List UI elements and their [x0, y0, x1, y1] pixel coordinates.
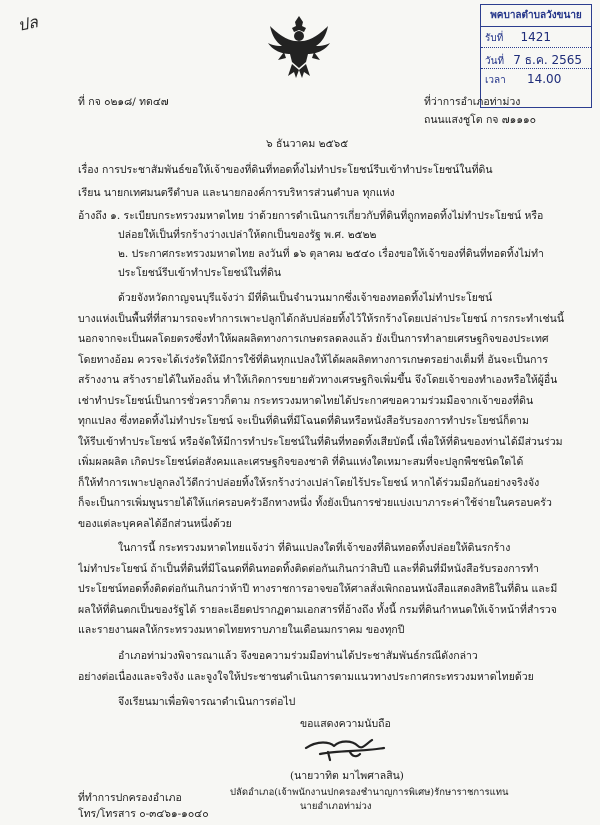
signatory-name: (นายวาทิต มาไพศาลสิน)	[290, 770, 404, 782]
body-line: ในการนี้ กระทรวงมหาดไทยแจ้งว่า ที่ดินแปลงใดที่เจ้าของที่ดินทอดทิ้งปล่อยให้ดินรกร้าง	[118, 542, 511, 554]
body-paragraph-3	[78, 646, 578, 687]
stamp-date-value: 7 ธ.ค. 2565	[513, 53, 583, 67]
closing-phrase: ขอแสดงความนับถือ	[300, 718, 391, 730]
body-line: และรายงานผลให้กระทรวงมหาดไทยทราบภายในเดือนมกราคม ของทุกปี	[78, 624, 405, 636]
body-line: อย่างต่อเนื่องและจริงจัง และจูงใจให้ประชาชนดำเนินการตามแนวทางประกาศกระทรวงมหาดไทยด้วย	[78, 670, 534, 683]
footer-office: ที่ทำการปกครองอำเภอ	[78, 792, 182, 804]
body-line: บางแห่งเป็นพื้นที่ที่สามารถจะทำการเพาะปลูกได้กลับปล่อยทิ้งไว้ให้รกร้างโดยเปล่าประโยชน์ การกระทำเช่นนี้	[78, 312, 565, 325]
letter-date: ๖ ธันวาคม ๒๕๖๕	[266, 138, 349, 150]
office-address-line1: ที่ว่าการอำเภอท่าม่วง	[424, 96, 521, 108]
body-paragraph-1	[78, 288, 578, 534]
stamp-title: พคบาลตำบลวังขนาย	[481, 5, 591, 27]
reference-line: ปล่อยให้เป็นที่รกร้างว่างเปล่าให้ตกเป็นของรัฐ พ.ศ. ๒๕๒๒	[118, 229, 377, 241]
stamp-date-label: วันที่	[485, 56, 505, 67]
recipient-line: เรียน นายกเทศมนตรีตำบล และนายกองค์การบริหารส่วนตำบล ทุกแห่ง	[78, 187, 395, 199]
body-line: ผลให้ที่ดินตกเป็นของรัฐได้ รายละเอียดปรากฏตามเอกสารที่อ้างถึง ทั้งนี้ กรมที่ดินกำหนดให้เจ้าหน้าที่สำรวจ	[78, 603, 557, 616]
margin-note: ปล	[16, 12, 40, 35]
reference-line: อ้างถึง ๑. ระเบียบกระทรวงมหาดไทย ว่าด้วยการดำเนินการเกี่ยวกับที่ดินที่ถูกทอดทิ้งไม่ทำประโยชน์ หรือ	[78, 210, 544, 222]
body-line: ทุกแปลง ซึ่งทอดทิ้งไม่ทำประโยชน์ จะเป็นที่ดินที่มีโฉนดที่ดินหรือหนังสือรับรองการทำประโยชน์ก็ตาม	[78, 415, 529, 427]
footer-phone: โทร/โทรสาร ๐-๓๔๖๑-๑๐๔๐	[78, 808, 209, 820]
receiving-stamp	[480, 4, 592, 108]
doc-number: ที่ กจ ๐๒๑๘/ ทด๔๗	[78, 96, 169, 108]
reference-line: ประโยชน์รีบเข้าทำประโยชน์ในที่ดิน	[118, 267, 282, 279]
reference-line: ๒. ประกาศกระทรวงมหาดไทย ลงวันที่ ๑๖ ตุลาคม ๒๕๔๐ เรื่องขอให้เจ้าของที่ดินที่ทอดทิ้งไม่ทำ	[118, 248, 544, 260]
handwritten-signature	[300, 730, 390, 770]
garuda-emblem-icon	[266, 12, 332, 82]
body-line: ให้รีบเข้าทำประโยชน์ หรือจัดให้มีการทำประโยชน์ในที่ดินที่ทอดทิ้งเสียบัดนี้ เพื่อให้ที่ดินของท่านได้มีส่วนร่วม	[78, 435, 563, 448]
office-address-line2: ถนนแสงชูโต กจ ๗๑๑๑๐	[424, 114, 537, 126]
subject-line: เรื่อง การประชาสัมพันธ์ขอให้เจ้าของที่ดินที่ทอดทิ้งไม่ทำประโยชน์รีบเข้าทำประโยชน์ในที่ดิน	[78, 164, 493, 176]
body-line: นอกจากจะเป็นผลโดยตรงซึ่งทำให้ผลผลิตทางการเกษตรลดลงแล้ว ยังเป็นการทำลายเศรษฐกิจของประเทศ	[78, 333, 549, 345]
body-paragraph-4: จึงเรียนมาเพื่อพิจารณาดำเนินการต่อไป	[118, 696, 296, 708]
body-line: ด้วยจังหวัดกาญจนบุรีแจ้งว่า มีที่ดินเป็นจำนวนมากซึ่งเจ้าของทอดทิ้งไม่ทำประโยชน์	[118, 292, 493, 304]
stamp-time-row	[481, 69, 591, 89]
stamp-receive-no-label: รับที่	[485, 33, 504, 44]
stamp-date-row	[481, 48, 591, 69]
body-line: อำเภอท่าม่วงพิจารณาแล้ว จึงขอความร่วมมือท่านได้ประชาสัมพันธ์กรณีดังกล่าว	[118, 650, 478, 662]
body-line: ก็ให้ทำการเพาะปลูกลงไว้ดีกว่าปล่อยทิ้งให้รกร้างว่างเปล่าโดยไร้ประโยชน์ หากได้ร่วมมือกันอย่างจริงจัง	[78, 476, 540, 489]
body-paragraph-2	[78, 538, 578, 641]
stamp-receive-no-value: 1421	[520, 30, 552, 44]
body-line: ประโยชน์ทอดทิ้งติดต่อกันเกินกว่าห้าปี ทางราชการอาจขอให้ศาลสั่งเพิกถอนหนังสือแสดงสิทธิในที่ดิน และมี	[78, 583, 558, 595]
body-line: ไม่ทำประโยชน์ ถ้าเป็นที่ดินที่มีโฉนดที่ดินทอดทิ้งติดต่อกันเกินกว่าสิบปี และที่ดินที่มีหนังสือรับรองการทำ	[78, 562, 539, 575]
stamp-receive-no-row	[481, 27, 591, 48]
signatory-position: ปลัดอำเภอ(เจ้าพนักงานปกครองชำนาญการพิเศษ)รักษาราชการแทน	[230, 787, 509, 798]
body-line: โดยทางอ้อม ควรจะได้เร่งรัดให้มีการใช้ที่ดินทุกแปลงให้ได้ผลผลิตทางการเกษตรอย่างเต็มที่ อันจะเป็นการ	[78, 353, 548, 366]
body-line: สร้างงาน สร้างรายได้ในท้องถิ่น ทำให้เกิดการขยายตัวทางเศรษฐกิจเพิ่มขึ้น จึงโดยเจ้าของทำเองหรือให้ผู้อื่น	[78, 374, 558, 386]
stamp-time-value: 14.00	[526, 72, 562, 86]
body-line: เพิ่มผลผลิต เกิดประโยชน์ต่อสังคมและเศรษฐกิจของชาติ ที่ดินแห่งใดเหมาะสมที่จะปลูกพืชชนิดใดได้	[78, 456, 524, 468]
body-line: ของแต่ละบุคคลได้อีกส่วนหนึ่งด้วย	[78, 517, 232, 530]
signatory-position: นายอำเภอท่าม่วง	[300, 801, 372, 812]
stamp-time-label: เวลา	[485, 75, 506, 86]
body-line: ก็จะเป็นการเพิ่มพูนรายได้ให้แก่ครอบครัวอีกทางหนึ่ง ทั้งยังเป็นการช่วยแบ่งเบาภาระค่าใช้จ่ายในครอบครัว	[78, 497, 552, 509]
body-line: เช่าทำประโยชน์เป็นการชั่วคราวก็ตาม กระทรวงมหาดไทยได้ประกาศขอความร่วมมือจากเจ้าของที่ดิน	[78, 394, 534, 407]
